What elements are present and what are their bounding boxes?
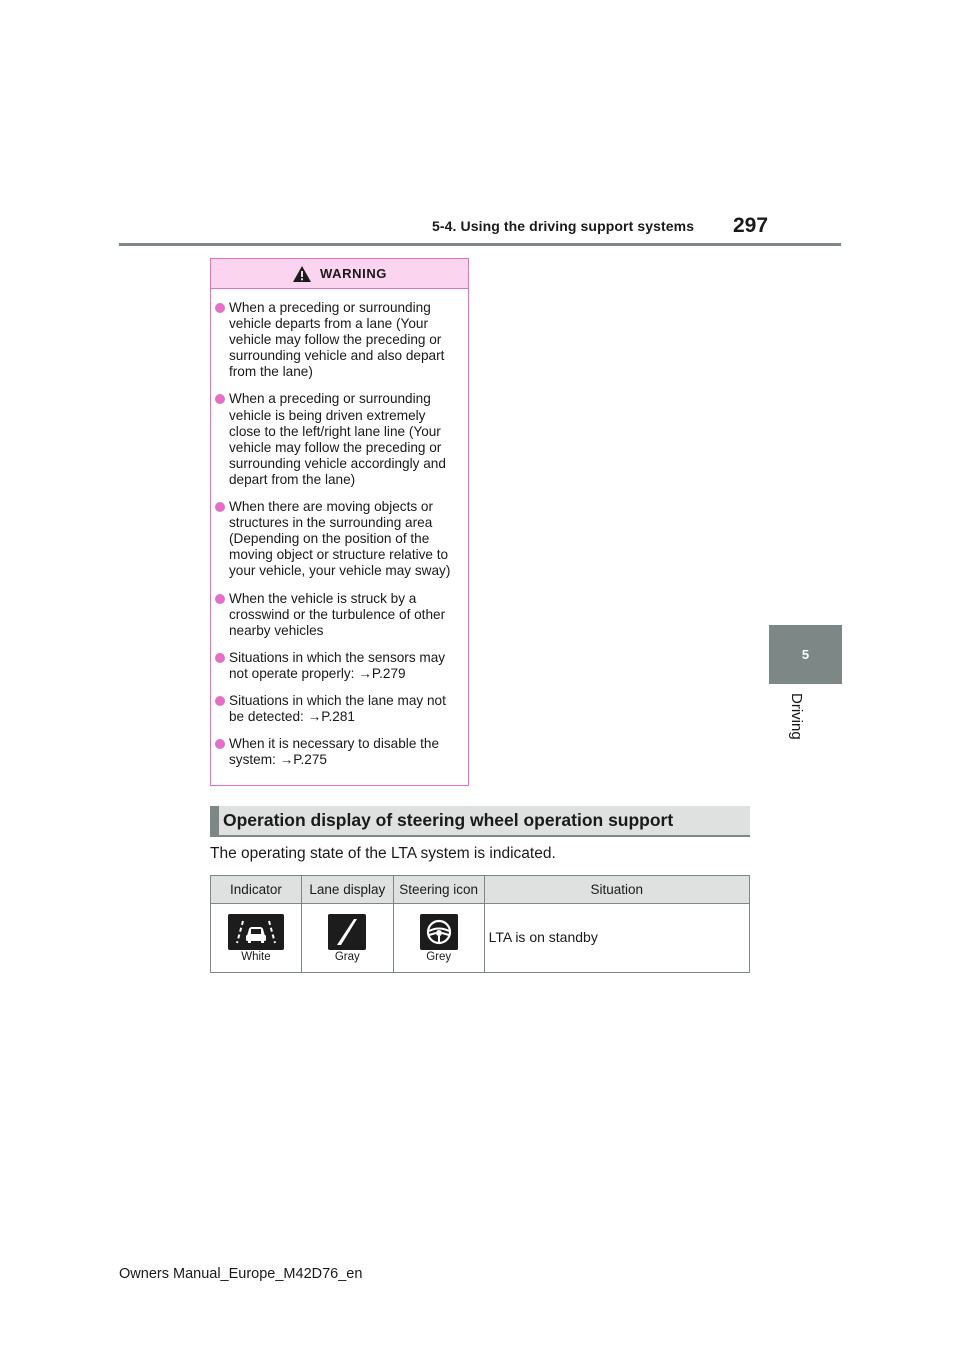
section-heading-accent [210,806,219,835]
lane-display-color-caption: Gray [334,951,360,963]
table-row [211,904,750,973]
column-header-indicator: Indicator [211,876,302,904]
warning-item [215,499,458,579]
warning-item [215,650,458,682]
chapter-tab [769,625,842,684]
warning-item-text: When it is necessary to disable the system: →P.275 [229,736,440,768]
section-intro: The operating state of the LTA system is indicated. [210,845,556,862]
warning-header [211,259,468,289]
warning-item-text: Situations in which the lane may not be detected: →P.281 [229,692,446,725]
warning-item [215,300,458,380]
page-number: 297 [733,214,769,237]
operation-display-table [210,875,750,973]
chapter-number: 5 [801,647,810,662]
warning-item [215,693,458,725]
steering-icon-color-caption: Grey [426,951,452,963]
header-section-title: 5-4. Using the driving support systems [432,218,695,234]
column-header-situation: Situation [484,876,749,904]
footer-manual-id: Owners Manual_Europe_M42D76_en [119,1266,363,1282]
bullet-icon [215,502,225,512]
warning-item [215,736,458,768]
bullet-icon [215,594,225,604]
bullet-icon [215,303,225,313]
warning-item-text: Situations in which the sensors may not operate properly: →P.279 [229,649,446,681]
warning-list [211,289,468,768]
warning-item-text: When a preceding or surrounding vehicle is being driven extremely close to the left/right lane line (Your vehicle may follow the preceding or surrounding vehicle accordingly and depart from the lane) [229,391,446,487]
lane-line-icon [328,914,366,950]
situation-text: LTA is on standby [488,929,598,945]
indicator-color-caption: White [241,951,271,963]
steering-icon-cell [393,904,484,973]
steering-wheel-icon [420,914,458,950]
warning-item-text: When there are moving objects or structures in the surrounding area (Depending on the position of the moving object or structure relative to your vehicle, your vehicle may sway) [229,499,451,579]
column-header-lane-display: Lane display [301,876,393,904]
chapter-label: Driving [788,693,805,740]
section-title: Operation display of steering wheel operation support [223,810,674,830]
warning-title: WARNING [319,266,388,281]
section-heading-bar [210,806,750,837]
lane-display-cell [301,904,393,973]
table-header-row [211,876,750,904]
indicator-cell [211,904,302,973]
warning-item-text: When a preceding or surrounding vehicle departs from a lane (Your vehicle may follow the preceding or surrounding vehicle and also depart from the lane) [229,300,445,380]
bullet-icon [215,739,225,749]
warning-item-text: When the vehicle is struck by a crosswind or the turbulence of other nearby vehicles [229,590,446,638]
warning-triangle-icon [292,265,312,283]
lta-indicator-icon [228,914,284,950]
header-divider [119,243,841,246]
situation-cell [484,904,749,973]
bullet-icon [215,653,225,663]
column-header-steering-icon: Steering icon [393,876,484,904]
bullet-icon [215,696,225,706]
warning-box [210,258,469,786]
warning-item [215,591,458,639]
warning-item [215,391,458,488]
bullet-icon [215,394,225,404]
